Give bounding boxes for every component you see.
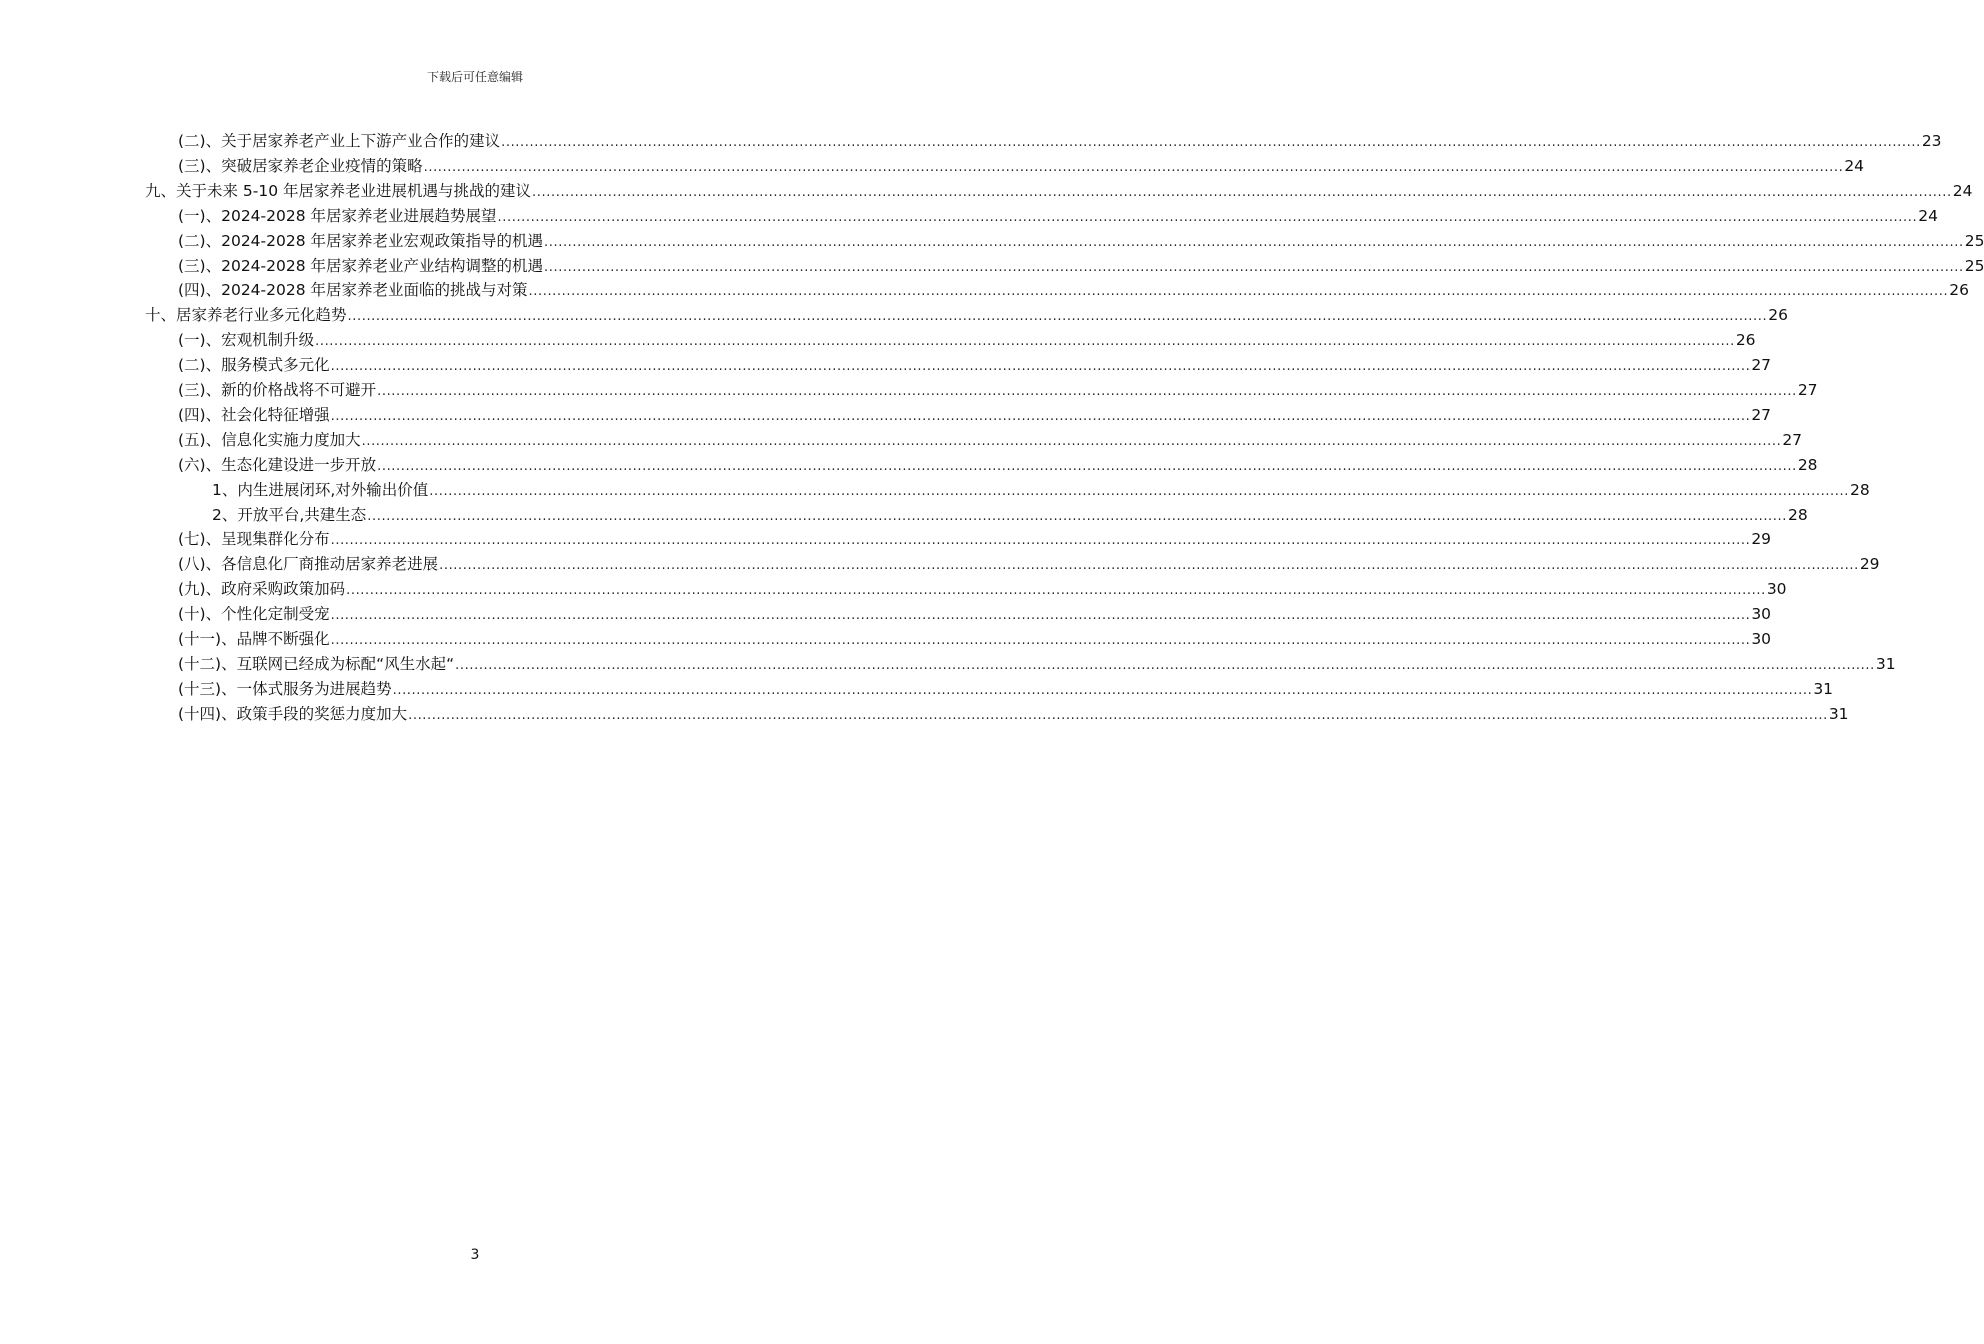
toc-entry-title: 十、居家养老行业多元化趋势 [145, 306, 347, 325]
toc-entry-title: (三)、2024-2028 年居家养老业产业结构调整的机遇 [178, 256, 544, 275]
toc-entry-page: 28 [1788, 505, 1808, 524]
toc-entry-page: 23 [1921, 132, 1942, 150]
page-header: 下载后可任意编辑 [426, 70, 523, 84]
toc-dot-leader: ............................................................................................................................................................................................................................................................................................................ [330, 533, 1751, 549]
toc-dot-leader: ............................................................................................................................................................................................................................................................................................................ [455, 657, 1875, 673]
toc-entry-page: 26 [1768, 306, 1788, 325]
toc-entry-page: 25 [1964, 231, 1984, 250]
toc-entry-page: 26 [1949, 281, 1969, 300]
toc-entry-title: (十二)、互联网已经成为标配“风生水起“ [178, 654, 455, 673]
toc-dot-leader: ............................................................................................................................................................................................................................................................................................................ [367, 508, 1787, 524]
toc-entry-page: 28 [1797, 455, 1818, 474]
toc-entry-page: 27 [1797, 381, 1818, 399]
toc-dot-leader: ............................................................................................................................................................................................................................................................................................................ [347, 309, 1768, 325]
toc-entry-page: 27 [1782, 430, 1803, 449]
toc-dot-leader: ............................................................................................................................................................................................................................................................................................................ [528, 284, 1949, 300]
toc-entry[interactable] [212, 475, 1870, 500]
toc-entry-title: (七)、呈现集群化分布 [178, 530, 330, 549]
toc-entry[interactable] [178, 375, 1818, 400]
toc-dot-leader: ............................................................................................................................................................................................................................................................................................................ [497, 209, 1918, 225]
toc-dot-leader: ............................................................................................................................................................................................................................................................................................................ [408, 707, 1828, 723]
toc-entry[interactable] [178, 624, 1772, 649]
toc-entry[interactable] [178, 524, 1772, 549]
toc-dot-leader: ............................................................................................................................................................................................................................................................................................................ [501, 135, 1921, 150]
toc-dot-leader: ............................................................................................................................................................................................................................................................................................................ [423, 159, 1844, 175]
toc-entry-title: (十三)、一体式服务为进展趋势 [178, 679, 392, 698]
toc-entry[interactable] [178, 201, 1938, 226]
toc-entry-page: 30 [1766, 580, 1787, 599]
toc-dot-leader: ............................................................................................................................................................................................................................................................................................................ [392, 682, 1813, 698]
toc-dot-leader: ............................................................................................................................................................................................................................................................................................................ [544, 234, 1964, 250]
toc-entry[interactable] [145, 300, 1788, 325]
toc-dot-leader: ............................................................................................................................................................................................................................................................................................................ [439, 558, 1859, 574]
toc-entry[interactable] [178, 275, 1969, 300]
toc-entry[interactable] [178, 549, 1880, 574]
toc-dot-leader: ............................................................................................................................................................................................................................................................................................................ [377, 384, 1797, 399]
toc-entry[interactable] [212, 500, 1808, 525]
toc-entry-page: 31 [1875, 654, 1896, 673]
toc-entry-page: 30 [1751, 605, 1772, 624]
page-number: 3 [470, 1247, 480, 1263]
toc-entry-title: 九、关于未来 5-10 年居家养老业进展机遇与挑战的建议 [145, 181, 532, 200]
toc-entry-page: 27 [1751, 356, 1772, 375]
toc-dot-leader: ............................................................................................................................................................................................................................................................................................................ [429, 483, 1849, 499]
toc-entry-page: 29 [1859, 555, 1880, 574]
toc-dot-leader: ............................................................................................................................................................................................................................................................................................................ [330, 359, 1751, 375]
toc-entry-title: (五)、信息化实施力度加大 [178, 430, 361, 449]
toc-entry-title: (十一)、品牌不断强化 [178, 630, 330, 648]
toc-entry-title: (十)、个性化定制受宠 [178, 605, 330, 624]
toc-entry[interactable] [178, 599, 1772, 624]
toc-dot-leader: ............................................................................................................................................................................................................................................................................................................ [361, 433, 1782, 449]
toc-dot-leader: ............................................................................................................................................................................................................................................................................................................ [330, 608, 1751, 624]
toc-entry-title: 2、开放平台,共建生态 [212, 505, 367, 524]
toc-entry-title: (八)、各信息化厂商推动居家养老进展 [178, 555, 439, 574]
toc-entry-title: (六)、生态化建设进一步开放 [178, 455, 377, 474]
toc-entry-page: 26 [1735, 331, 1756, 350]
toc-entry[interactable] [145, 176, 1973, 201]
toc-entry-page: 24 [1844, 156, 1865, 175]
toc-dot-leader: ............................................................................................................................................................................................................................................................................................................ [532, 184, 1952, 200]
toc-entry[interactable] [178, 699, 1849, 724]
toc-entry-title: (二)、2024-2028 年居家养老业宏观政策指导的机遇 [178, 231, 544, 250]
toc-entry-title: (一)、2024-2028 年居家养老业进展趋势展望 [178, 206, 497, 225]
toc-entry[interactable] [178, 649, 1896, 674]
toc-entry-page: 30 [1751, 630, 1772, 648]
toc-entry-page: 24 [1952, 181, 1973, 200]
toc-entry-title: (一)、宏观机制升级 [178, 331, 315, 350]
toc-entry-title: 1、内生进展闭环,对外输出价值 [212, 480, 429, 499]
toc-entry[interactable] [178, 151, 1865, 176]
toc-entry-page: 27 [1751, 405, 1772, 424]
toc-dot-leader: ............................................................................................................................................................................................................................................................................................................ [544, 259, 1964, 275]
toc-dot-leader: ............................................................................................................................................................................................................................................................................................................ [315, 334, 1735, 350]
toc-entry-title: (十四)、政策手段的奖惩力度加大 [178, 704, 408, 723]
toc-entry[interactable] [178, 350, 1772, 375]
toc-entry-title: (二)、关于居家养老产业上下游产业合作的建议 [178, 132, 501, 150]
toc-entry-title: (三)、突破居家养老企业疫情的策略 [178, 156, 423, 175]
toc-dot-leader: ............................................................................................................................................................................................................................................................................................................ [377, 458, 1797, 474]
toc-entry[interactable] [178, 325, 1756, 350]
toc-entry-page: 31 [1828, 704, 1849, 723]
toc-entry[interactable] [178, 425, 1803, 450]
toc-entry-page: 24 [1918, 206, 1938, 225]
toc-entry-page: 28 [1850, 480, 1870, 499]
toc-entry-title: (四)、社会化特征增强 [178, 405, 330, 424]
toc-entry-title: (二)、服务模式多元化 [178, 356, 330, 375]
toc-entry[interactable] [178, 126, 1942, 151]
toc-entry[interactable] [178, 251, 1984, 276]
toc-entry[interactable] [178, 450, 1818, 475]
toc-entry[interactable] [178, 574, 1787, 599]
toc-entry-page: 31 [1813, 679, 1834, 698]
toc-dot-leader: ............................................................................................................................................................................................................................................................................................................ [346, 583, 1766, 599]
toc-entry-title: (九)、政府采购政策加码 [178, 580, 346, 599]
toc-entry-page: 25 [1964, 256, 1984, 275]
toc-entry[interactable] [178, 674, 1834, 699]
toc-entry-title: (四)、2024-2028 年居家养老业面临的挑战与对策 [178, 281, 528, 300]
toc-entry-page: 29 [1751, 530, 1772, 549]
toc-dot-leader: ............................................................................................................................................................................................................................................................................................................ [330, 408, 1751, 424]
toc-entry-title: (三)、新的价格战将不可避开 [178, 381, 377, 399]
toc-entry[interactable] [178, 226, 1984, 251]
toc-dot-leader: ............................................................................................................................................................................................................................................................................................................ [330, 633, 1751, 648]
toc-entry[interactable] [178, 400, 1772, 425]
